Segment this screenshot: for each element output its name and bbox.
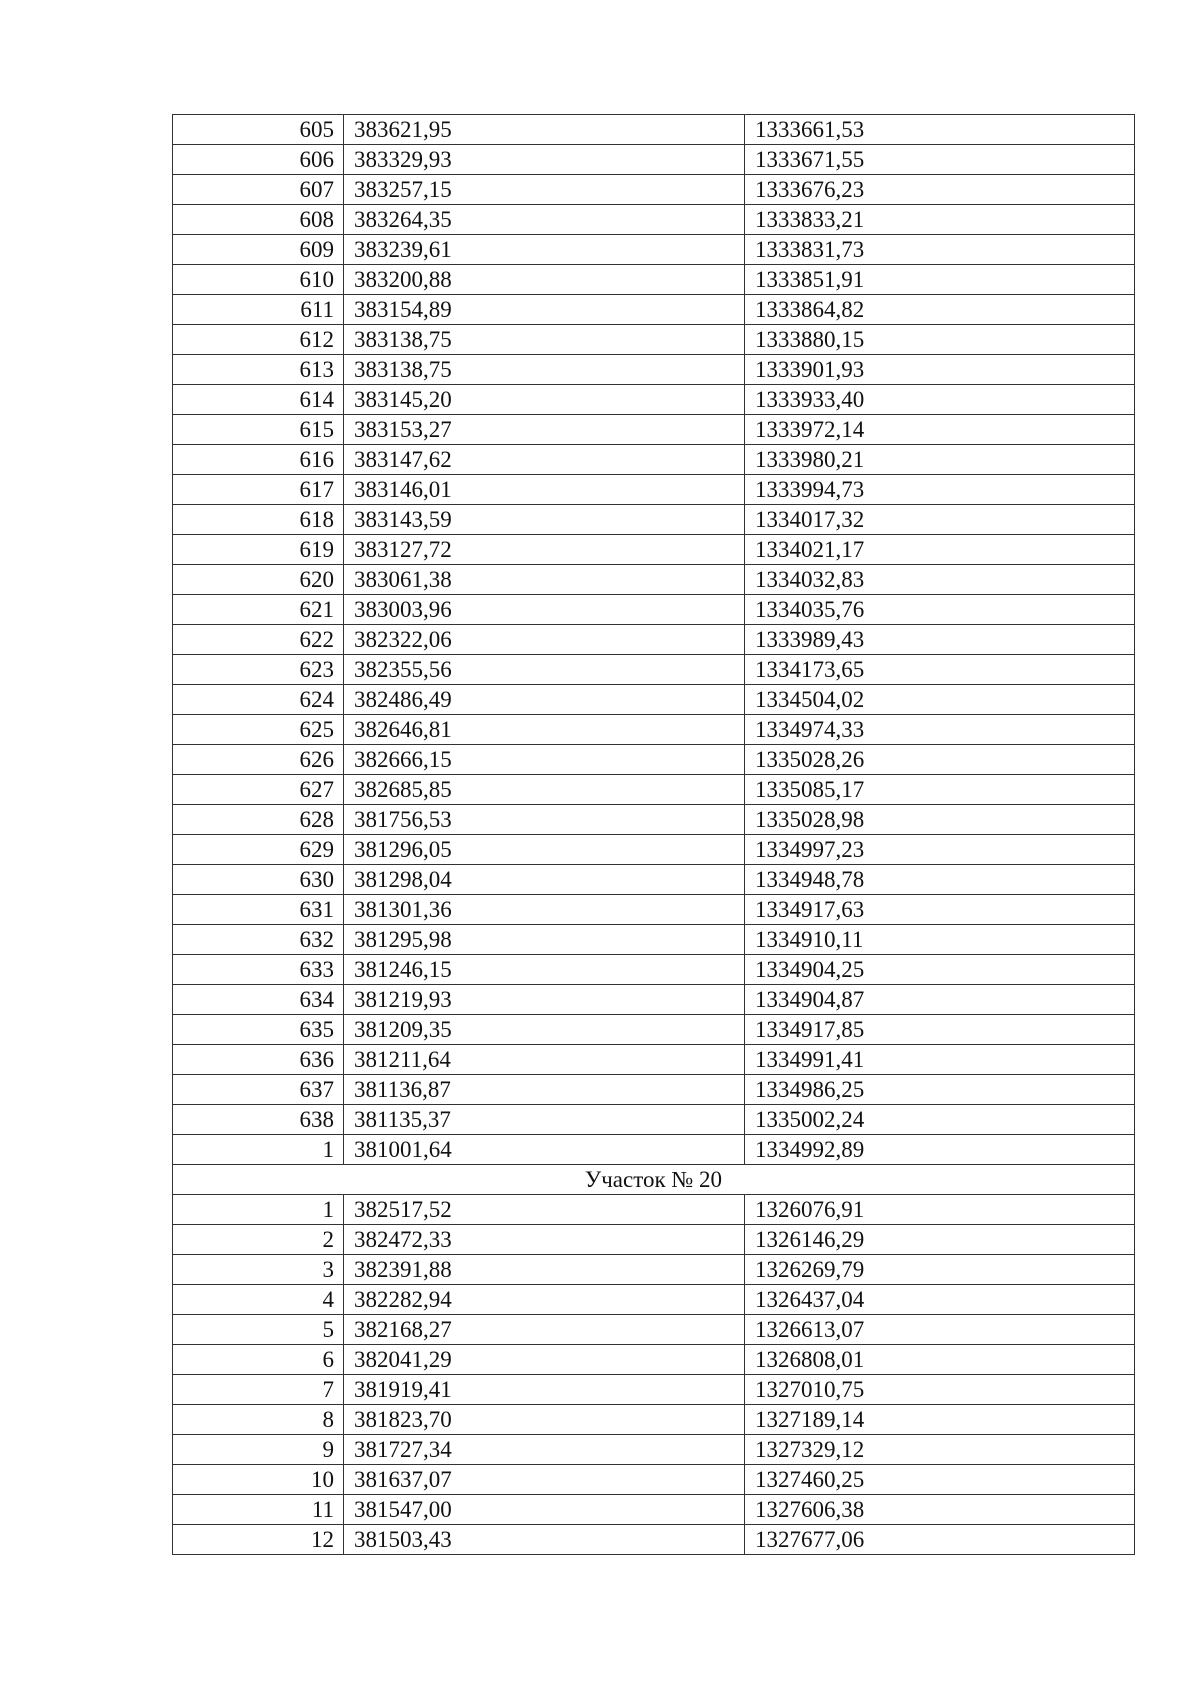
x-coordinate-cell: 381295,98 [344,925,745,955]
x-coordinate-cell: 383264,35 [344,205,745,235]
x-coordinate-cell: 383621,95 [344,115,745,145]
table-row [173,745,1135,775]
point-number-cell: 8 [173,1405,344,1435]
point-number-cell: 630 [173,865,344,895]
point-number-cell: 619 [173,535,344,565]
point-number-cell: 12 [173,1525,344,1555]
table-row [173,355,1135,385]
point-number-cell: 615 [173,415,344,445]
table-row [173,1525,1135,1555]
y-coordinate-cell: 1333880,15 [745,325,1135,355]
table-row [173,115,1135,145]
table-row [173,145,1135,175]
table-row [173,445,1135,475]
y-coordinate-cell: 1334948,78 [745,865,1135,895]
y-coordinate-cell: 1327606,38 [745,1495,1135,1525]
y-coordinate-cell: 1334032,83 [745,565,1135,595]
table-row [173,625,1135,655]
x-coordinate-cell: 383138,75 [344,355,745,385]
table-row [173,1495,1135,1525]
table-row [173,205,1135,235]
table-row [173,1315,1135,1345]
y-coordinate-cell: 1334035,76 [745,595,1135,625]
x-coordinate-cell: 381246,15 [344,955,745,985]
y-coordinate-cell: 1333671,55 [745,145,1135,175]
x-coordinate-cell: 381727,34 [344,1435,745,1465]
table-row [173,265,1135,295]
table-row [173,475,1135,505]
point-number-cell: 623 [173,655,344,685]
table-row [173,595,1135,625]
x-coordinate-cell: 383145,20 [344,385,745,415]
point-number-cell: 9 [173,1435,344,1465]
x-coordinate-cell: 382322,06 [344,625,745,655]
table-row [173,1405,1135,1435]
point-number-cell: 625 [173,715,344,745]
coordinates-table-body [173,115,1135,1555]
point-number-cell: 621 [173,595,344,625]
point-number-cell: 610 [173,265,344,295]
y-coordinate-cell: 1334021,17 [745,535,1135,565]
point-number-cell: 11 [173,1495,344,1525]
y-coordinate-cell: 1334986,25 [745,1075,1135,1105]
x-coordinate-cell: 383239,61 [344,235,745,265]
point-number-cell: 629 [173,835,344,865]
table-row [173,385,1135,415]
y-coordinate-cell: 1333901,93 [745,355,1135,385]
point-number-cell: 606 [173,145,344,175]
table-row [173,1255,1135,1285]
y-coordinate-cell: 1333972,14 [745,415,1135,445]
y-coordinate-cell: 1333831,73 [745,235,1135,265]
y-coordinate-cell: 1333851,91 [745,265,1135,295]
table-row [173,1465,1135,1495]
x-coordinate-cell: 382517,52 [344,1195,745,1225]
table-row [173,955,1135,985]
table-row [173,985,1135,1015]
table-row [173,775,1135,805]
y-coordinate-cell: 1335002,24 [745,1105,1135,1135]
y-coordinate-cell: 1335028,26 [745,745,1135,775]
table-row [173,1345,1135,1375]
table-row [173,1105,1135,1135]
table-row [173,895,1135,925]
y-coordinate-cell: 1327010,75 [745,1375,1135,1405]
y-coordinate-cell: 1326808,01 [745,1345,1135,1375]
x-coordinate-cell: 382282,94 [344,1285,745,1315]
point-number-cell: 624 [173,685,344,715]
y-coordinate-cell: 1334910,11 [745,925,1135,955]
x-coordinate-cell: 381135,37 [344,1105,745,1135]
table-row [173,1375,1135,1405]
point-number-cell: 616 [173,445,344,475]
x-coordinate-cell: 383257,15 [344,175,745,205]
point-number-cell: 608 [173,205,344,235]
x-coordinate-cell: 382355,56 [344,655,745,685]
table-row [173,1285,1135,1315]
y-coordinate-cell: 1334904,25 [745,955,1135,985]
point-number-cell: 7 [173,1375,344,1405]
point-number-cell: 634 [173,985,344,1015]
point-number-cell: 614 [173,385,344,415]
x-coordinate-cell: 381919,41 [344,1375,745,1405]
point-number-cell: 635 [173,1015,344,1045]
y-coordinate-cell: 1334974,33 [745,715,1135,745]
y-coordinate-cell: 1334997,23 [745,835,1135,865]
x-coordinate-cell: 383329,93 [344,145,745,175]
point-number-cell: 2 [173,1225,344,1255]
point-number-cell: 620 [173,565,344,595]
x-coordinate-cell: 383153,27 [344,415,745,445]
y-coordinate-cell: 1333661,53 [745,115,1135,145]
x-coordinate-cell: 383138,75 [344,325,745,355]
table-row [173,1225,1135,1255]
y-coordinate-cell: 1333980,21 [745,445,1135,475]
table-row [173,175,1135,205]
point-number-cell: 626 [173,745,344,775]
table-row [173,715,1135,745]
y-coordinate-cell: 1326146,29 [745,1225,1135,1255]
coordinates-table [172,114,1135,1555]
y-coordinate-cell: 1335085,17 [745,775,1135,805]
y-coordinate-cell: 1327329,12 [745,1435,1135,1465]
y-coordinate-cell: 1326613,07 [745,1315,1135,1345]
x-coordinate-cell: 381219,93 [344,985,745,1015]
section-title: Участок № 20 [173,1165,1135,1195]
point-number-cell: 3 [173,1255,344,1285]
table-row [173,415,1135,445]
y-coordinate-cell: 1333994,73 [745,475,1135,505]
x-coordinate-cell: 381637,07 [344,1465,745,1495]
table-row [173,1195,1135,1225]
y-coordinate-cell: 1333864,82 [745,295,1135,325]
y-coordinate-cell: 1334992,89 [745,1135,1135,1165]
point-number-cell: 627 [173,775,344,805]
point-number-cell: 622 [173,625,344,655]
table-row [173,925,1135,955]
y-coordinate-cell: 1327677,06 [745,1525,1135,1555]
y-coordinate-cell: 1327189,14 [745,1405,1135,1435]
y-coordinate-cell: 1334917,63 [745,895,1135,925]
point-number-cell: 632 [173,925,344,955]
x-coordinate-cell: 381547,00 [344,1495,745,1525]
y-coordinate-cell: 1326437,04 [745,1285,1135,1315]
table-row [173,655,1135,685]
point-number-cell: 613 [173,355,344,385]
table-row [173,1015,1135,1045]
point-number-cell: 637 [173,1075,344,1105]
x-coordinate-cell: 382486,49 [344,685,745,715]
table-row [173,325,1135,355]
x-coordinate-cell: 383200,88 [344,265,745,295]
table-row [173,1075,1135,1105]
x-coordinate-cell: 381503,43 [344,1525,745,1555]
x-coordinate-cell: 382168,27 [344,1315,745,1345]
x-coordinate-cell: 381296,05 [344,835,745,865]
x-coordinate-cell: 381301,36 [344,895,745,925]
x-coordinate-cell: 381756,53 [344,805,745,835]
point-number-cell: 636 [173,1045,344,1075]
table-row [173,565,1135,595]
x-coordinate-cell: 381136,87 [344,1075,745,1105]
x-coordinate-cell: 383147,62 [344,445,745,475]
x-coordinate-cell: 381823,70 [344,1405,745,1435]
point-number-cell: 605 [173,115,344,145]
point-number-cell: 1 [173,1135,344,1165]
x-coordinate-cell: 383146,01 [344,475,745,505]
x-coordinate-cell: 383154,89 [344,295,745,325]
table-row [173,805,1135,835]
point-number-cell: 6 [173,1345,344,1375]
point-number-cell: 1 [173,1195,344,1225]
y-coordinate-cell: 1326269,79 [745,1255,1135,1285]
y-coordinate-cell: 1333989,43 [745,625,1135,655]
point-number-cell: 638 [173,1105,344,1135]
x-coordinate-cell: 381209,35 [344,1015,745,1045]
point-number-cell: 628 [173,805,344,835]
x-coordinate-cell: 382472,33 [344,1225,745,1255]
x-coordinate-cell: 383127,72 [344,535,745,565]
table-row [173,1435,1135,1465]
x-coordinate-cell: 381001,64 [344,1135,745,1165]
y-coordinate-cell: 1334917,85 [745,1015,1135,1045]
y-coordinate-cell: 1333833,21 [745,205,1135,235]
table-row [173,1045,1135,1075]
x-coordinate-cell: 382391,88 [344,1255,745,1285]
x-coordinate-cell: 383061,38 [344,565,745,595]
x-coordinate-cell: 381298,04 [344,865,745,895]
point-number-cell: 609 [173,235,344,265]
point-number-cell: 612 [173,325,344,355]
y-coordinate-cell: 1333676,23 [745,175,1135,205]
table-row [173,835,1135,865]
table-row [173,865,1135,895]
point-number-cell: 607 [173,175,344,205]
y-coordinate-cell: 1334017,32 [745,505,1135,535]
y-coordinate-cell: 1327460,25 [745,1465,1135,1495]
table-row [173,1135,1135,1165]
x-coordinate-cell: 382666,15 [344,745,745,775]
point-number-cell: 617 [173,475,344,505]
section-header-row [173,1165,1135,1195]
y-coordinate-cell: 1333933,40 [745,385,1135,415]
point-number-cell: 611 [173,295,344,325]
point-number-cell: 618 [173,505,344,535]
x-coordinate-cell: 383143,59 [344,505,745,535]
table-row [173,235,1135,265]
y-coordinate-cell: 1334173,65 [745,655,1135,685]
y-coordinate-cell: 1334904,87 [745,985,1135,1015]
y-coordinate-cell: 1335028,98 [745,805,1135,835]
table-row [173,295,1135,325]
x-coordinate-cell: 381211,64 [344,1045,745,1075]
point-number-cell: 631 [173,895,344,925]
point-number-cell: 10 [173,1465,344,1495]
x-coordinate-cell: 383003,96 [344,595,745,625]
y-coordinate-cell: 1334504,02 [745,685,1135,715]
x-coordinate-cell: 382646,81 [344,715,745,745]
table-row [173,505,1135,535]
x-coordinate-cell: 382685,85 [344,775,745,805]
y-coordinate-cell: 1334991,41 [745,1045,1135,1075]
point-number-cell: 633 [173,955,344,985]
x-coordinate-cell: 382041,29 [344,1345,745,1375]
y-coordinate-cell: 1326076,91 [745,1195,1135,1225]
point-number-cell: 4 [173,1285,344,1315]
table-row [173,685,1135,715]
point-number-cell: 5 [173,1315,344,1345]
table-row [173,535,1135,565]
